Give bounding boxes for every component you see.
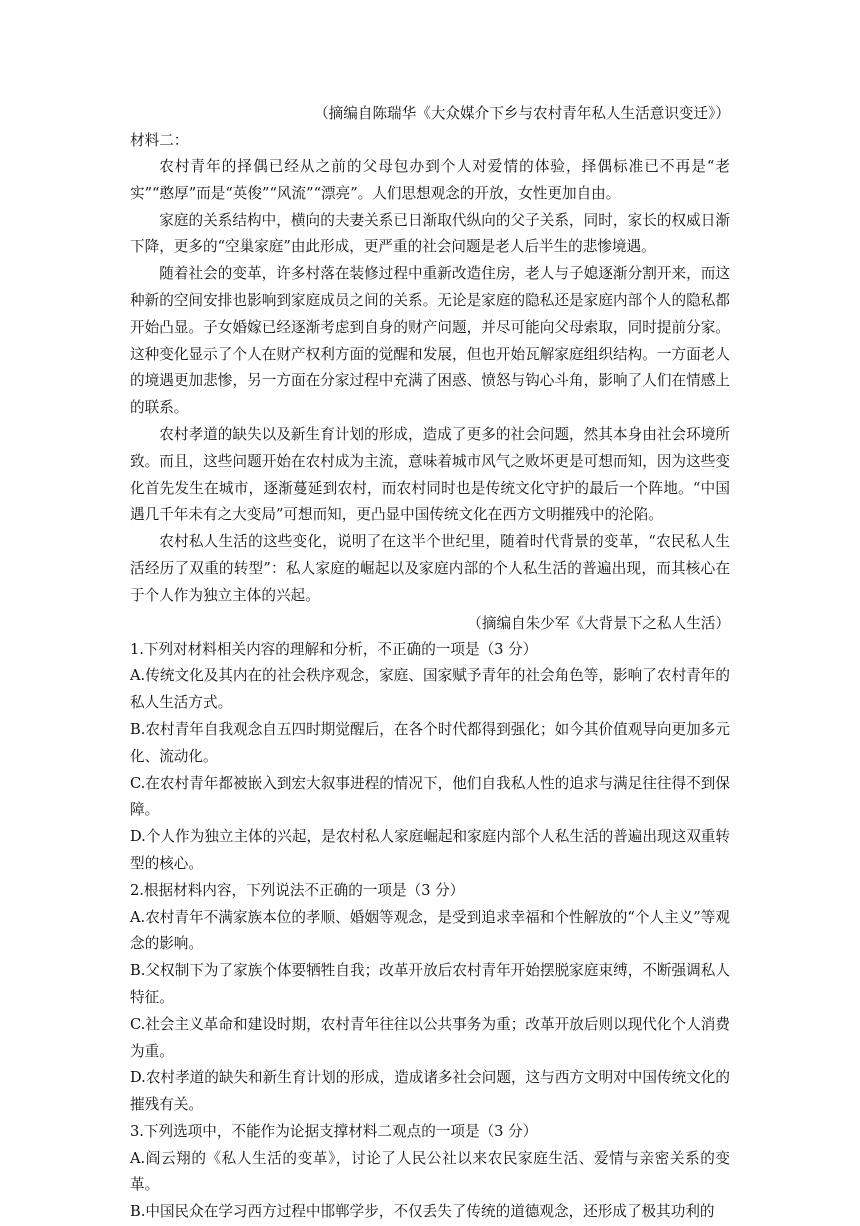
question-option: B.中国民众在学习西方过程中邯郸学步，不仅丢失了传统的道德观念，还形成了极其功利的 (130, 1203, 715, 1221)
question-stem: 2.根据材料内容，下列说法不正确的一项是（3 分） (130, 881, 465, 899)
question-option: C.在农村青年都被嵌入到宏大叙事进程的情况下，他们自我私人性的追求与满足往往得不到保障。 (130, 774, 730, 819)
question-option: A.传统文化及其内在的社会秩序观念，家庭、国家赋予青年的社会角色等，影响了农村青年的私人生活方式。 (130, 667, 730, 712)
question-option: D.个人作为独立主体的兴起，是农村私人家庭崛起和家庭内部个人私生活的普遍出现这双重转型的核心。 (130, 828, 730, 872)
document-page (130, 100, 730, 1226)
paragraph: 农村孝道的缺失以及新生育计划的形成，造成了更多的社会问题，然其本身由社会环境所致。而且，这些问题开始在农村成为主流，意味着城市风气之败坏更是可想而知，因为这些变化首先发生在城市，逐渐蔓延到农村，而农村同时也是传统文化守护的最后一个阵地。“中国遇几千年未有之大变局”可想而知，更凸显中国传统文化在西方文明摧残中的沦陷。 (130, 425, 730, 524)
paragraph: 农村青年的择偶已经从之前的父母包办到个人对爱情的体验，择偶标准已不再是“老实”“憨厚”而是“英俊”“风流”“漂亮”。人们思想观念的开放，女性更加自由。 (130, 158, 730, 202)
material2-label: 材料二： (130, 132, 189, 149)
question-option: D.农村孝道的缺失和新生育计划的形成，造成诸多社会问题，这与西方文明对中国传统文化的摧残有关。 (130, 1069, 730, 1114)
material2-source: （摘编自朱少军《大背景下之私人生活） (467, 614, 730, 632)
material1-source: （摘编自陈瑞华《大众媒介下乡与农村青年私人生活意识变迁》） (314, 105, 730, 122)
question-stem: 3.下列选项中，不能作为论据支撑材料二观点的一项是（3 分） (130, 1122, 538, 1140)
question-stem: 1.下列对材料相关内容的理解和分析，不正确的一项是（3 分） (130, 640, 538, 658)
question-option: B.农村青年自我观念自五四时期觉醒后，在各个时代都得到强化；如今其价值观导向更加多元化、流动化。 (130, 720, 730, 765)
question-option: A.农村青年不满家族本位的孝顺、婚姻等观念，是受到追求幸福和个性解放的“个人主义”等观念的影响。 (130, 908, 730, 953)
question-option: C.社会主义革命和建设时期，农村青年往往以公共事务为重；改革开放后则以现代化个人消费为重。 (130, 1015, 730, 1060)
paragraph: 随着社会的变革，许多村落在装修过程中重新改造住房，老人与子媳逐渐分割开来，而这种新的空间安排也影响到家庭成员之间的关系。无论是家庭的隐私还是家庭内部个人的隐私都开始凸显。子女婚嫁已经逐渐考虑到自身的财产问题，并尽可能向父母索取，同时提前分家。这种变化显示了个人在财产权利方面的觉醒和发展，但也开始瓦解家庭组织结构。一方面老人的境遇更加悲惨，另一方面在分家过程中充满了困惑、愤怒与钩心斗角，影响了人们在情感上的联系。 (130, 265, 730, 417)
paragraph: 家庭的关系结构中，横向的夫妻关系已日渐取代纵向的父子关系，同时，家长的权威日渐下降，更多的“空巢家庭”由此形成，更严重的社会问题是老人后半生的悲惨境遇。 (130, 211, 730, 256)
question-option: B.父权制下为了家族个体要牺牲自我；改革开放后农村青年开始摆脱家庭束缚，不断强调私人特征。 (130, 962, 730, 1006)
question-option: A.阎云翔的《私人生活的变革》，讨论了人民公社以来农民家庭生活、爱情与亲密关系的变革。 (130, 1149, 730, 1194)
paragraph: 农村私人生活的这些变化，说明了在这半个世纪里，随着时代背景的变革，“农民私人生活经历了双重的转型”：私人家庭的崛起以及家庭内部的个人私生活的普遍出现，而其核心在于个人作为独立主体的兴起。 (130, 533, 730, 604)
